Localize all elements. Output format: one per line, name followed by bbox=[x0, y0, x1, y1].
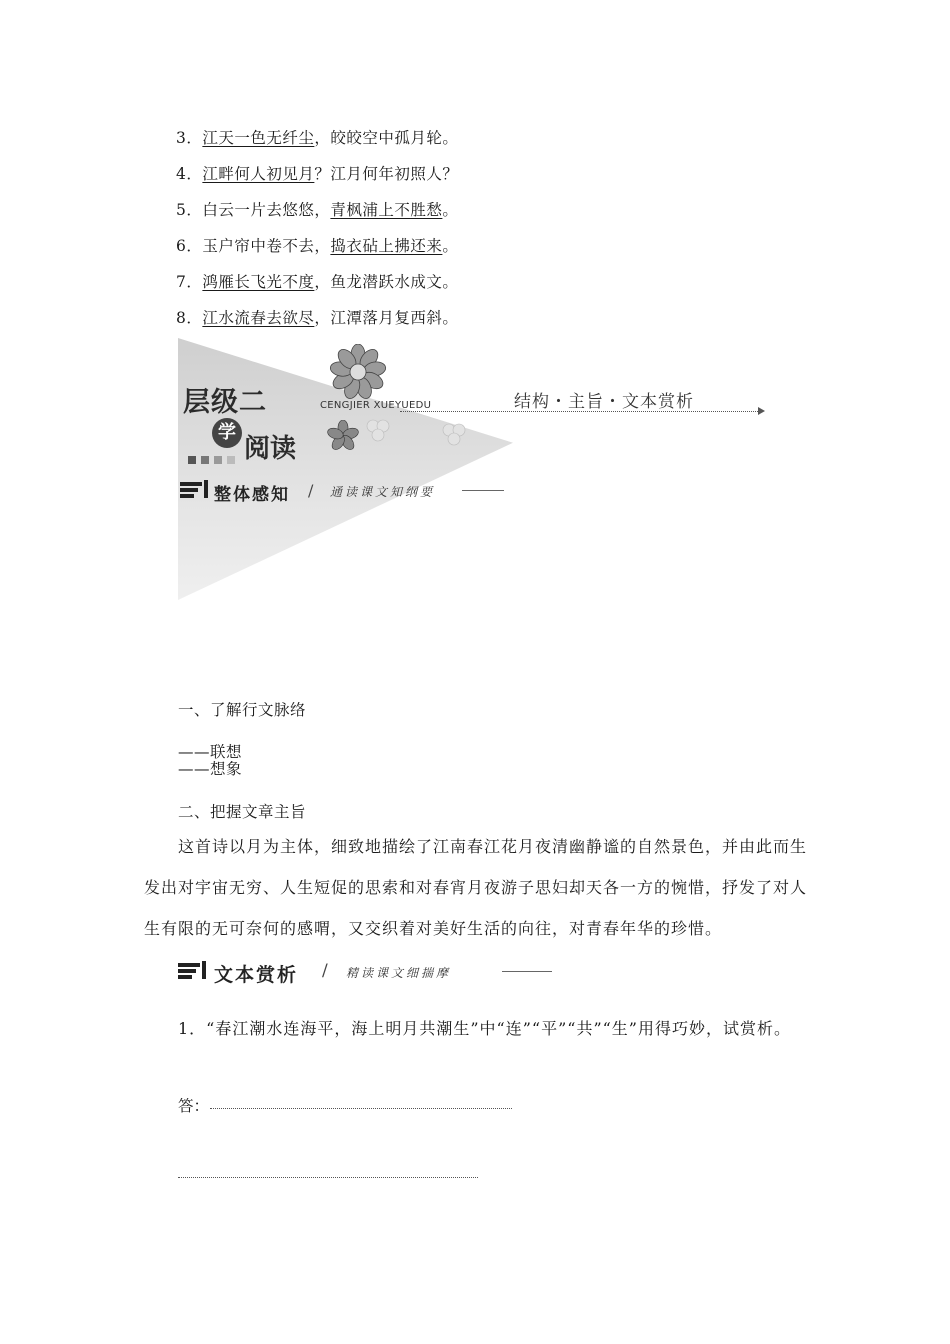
xue-badge bbox=[212, 418, 242, 448]
stripes-icon bbox=[180, 480, 210, 500]
answer-line-1[interactable] bbox=[210, 1108, 512, 1109]
section-overall-slash: / bbox=[308, 481, 314, 500]
poem-line-7: 7．鸿雁长飞光不度，鱼龙潜跃水成文。 bbox=[176, 273, 459, 291]
faint-flower-icon-2 bbox=[438, 420, 470, 448]
question-1: 1．“春江潮水连海平，海上明月共潮生”中“连”“平”“共”“生”用得巧妙，试赏析。 bbox=[178, 1019, 791, 1038]
banner-dotted-line bbox=[400, 411, 760, 412]
banner-pinyin: CENGJIER XUEYUEDU bbox=[320, 400, 432, 411]
poem-line-8: 8．江水流春去欲尽，江潭落月复西斜。 bbox=[176, 309, 459, 327]
deco-square-2 bbox=[201, 456, 209, 464]
banner-yuedu: 阅读 bbox=[244, 434, 297, 464]
arrow-right-icon bbox=[758, 407, 765, 415]
banner-tagline: 结构・主旨・文本赏析 bbox=[514, 392, 694, 412]
poem-line-5: 5．白云一片去悠悠，青枫浦上不胜愁。 bbox=[176, 201, 459, 219]
stripes-icon-2 bbox=[178, 961, 208, 981]
poem-line-4: 4．江畔何人初见月？江月何年初照人？ bbox=[176, 165, 459, 183]
deco-square-4 bbox=[227, 456, 235, 464]
flow-item-2: ——想象 bbox=[178, 760, 243, 778]
answer-label: 答： bbox=[178, 1097, 210, 1115]
flow-item-1: ——联想 bbox=[178, 743, 243, 761]
deco-square-3 bbox=[214, 456, 222, 464]
small-flower-icon bbox=[324, 420, 362, 454]
deco-square-1 bbox=[188, 456, 196, 464]
poem-line-6: 6．玉户帘中卷不去，捣衣砧上拂还来。 bbox=[176, 237, 459, 255]
xue-char: 学 bbox=[218, 422, 236, 443]
section-text-analysis-title: 文本赏析 bbox=[214, 964, 299, 986]
faint-flower-icon bbox=[362, 416, 394, 444]
section-overall-rule bbox=[462, 490, 504, 491]
answer-line-2[interactable] bbox=[178, 1177, 478, 1178]
section-text-subtitle: 精读课文细揣摩 bbox=[346, 966, 452, 980]
theme-paragraph: 这首诗以月为主体，细致地描绘了江南春江花月夜清幽静谧的自然景色，并由此而生发出对宇宙无穷、人生短促的思索和对春宵月夜游子思妇却天各一方的惋惜，抒发了对人生有限的无可奈何的感喟，又交织着对美好生活的向往，对青春年华的珍惜。 bbox=[144, 837, 808, 938]
flower-icon bbox=[318, 344, 398, 400]
banner-level-title: 层级二 bbox=[183, 387, 267, 418]
section-overall-title: 整体感知 bbox=[214, 485, 290, 505]
section-one-heading: 一、了解行文脉络 bbox=[178, 701, 307, 719]
section-text-slash: / bbox=[322, 961, 328, 981]
section-text-rule bbox=[502, 971, 552, 972]
poem-line-3: 3．江天一色无纤尘，皎皎空中孤月轮。 bbox=[176, 129, 459, 147]
section-overall-subtitle: 通读课文知纲要 bbox=[330, 485, 436, 499]
section-two-heading: 二、把握文章主旨 bbox=[178, 803, 307, 821]
